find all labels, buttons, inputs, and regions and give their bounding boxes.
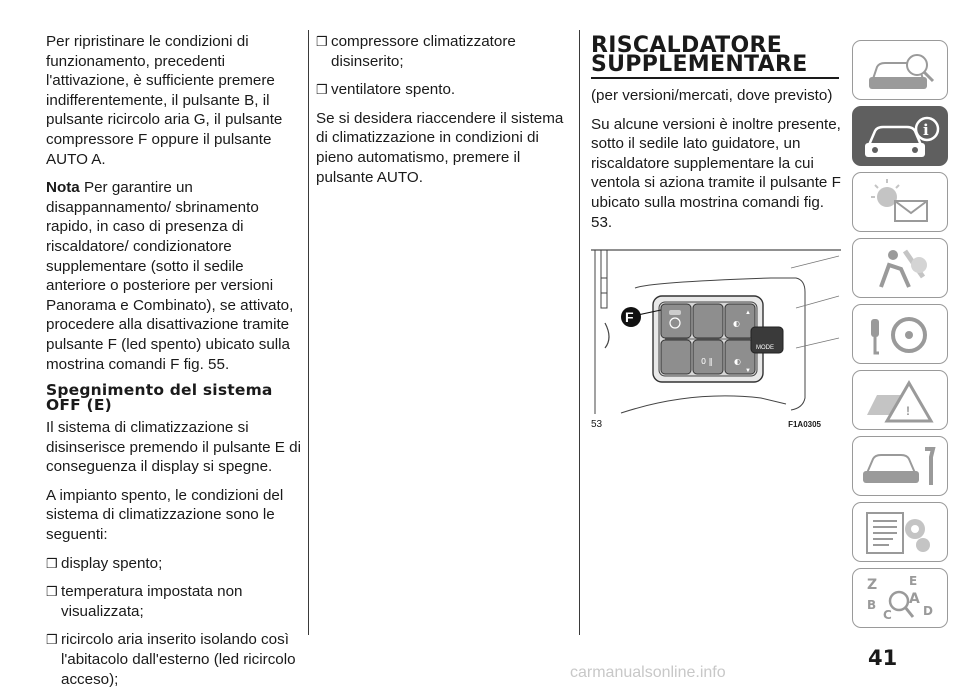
warning-lights-icon — [853, 173, 949, 233]
emergency-triangle-icon — [853, 371, 949, 431]
tab-safety[interactable] — [852, 238, 948, 298]
car-service-icon — [853, 437, 949, 497]
tab-index[interactable] — [852, 568, 948, 628]
column-divider — [308, 30, 309, 635]
note-label: Nota — [46, 179, 80, 197]
figure-53 — [591, 248, 841, 431]
svg-text:▼: ▼ — [745, 368, 751, 375]
tab-maintenance[interactable] — [852, 436, 948, 496]
checkbox-bullet-icon: ❒ — [46, 584, 58, 600]
steering-key-icon — [853, 305, 949, 365]
svg-text:▲: ▲ — [745, 310, 751, 317]
tab-car-diagnostic[interactable] — [852, 40, 948, 100]
svg-text:B: B — [867, 598, 877, 612]
subtitle: (per versioni/mercati, dove previsto) — [591, 87, 833, 104]
list-item: ❒ display spento; — [46, 554, 163, 572]
checkbox-bullet-icon: ❒ — [316, 82, 328, 98]
paragraph: A impianto spento, le condizioni del sistema di climatizzazione sono le seguenti: — [46, 486, 284, 544]
page-number: 41 — [868, 646, 898, 670]
control-panel-illustration — [591, 248, 841, 424]
alphabet-index-icon — [853, 569, 949, 629]
list-item: ❒ ventilatore spento. — [316, 81, 456, 99]
tab-technical-data[interactable] — [852, 502, 948, 562]
figure-callout-f: F — [625, 309, 634, 326]
list-item: ❒ compressore climatizzatore disinserito; — [316, 33, 516, 70]
car-diagnostic-icon — [853, 41, 949, 101]
svg-text:A: A — [909, 591, 920, 607]
paragraph: Su alcune versioni è inoltre presente, sotto il sedile lato guidatore, un riscaldatore supplementare la cui ventola si aziona tramite il pulsante F ubicato sulla mostrina comandi fig. 53. — [591, 115, 841, 231]
checkbox-bullet-icon: ❒ — [46, 632, 58, 648]
svg-text:i: i — [923, 121, 929, 139]
checkbox-bullet-icon: ❒ — [46, 555, 58, 571]
column-divider — [579, 30, 580, 635]
safety-airbag-icon — [853, 239, 949, 299]
figure-number: 53 — [591, 419, 603, 431]
car-info-icon — [853, 107, 949, 167]
list-item: ❒ temperatura impostata non visualizzata; — [46, 583, 243, 620]
column-1 — [46, 32, 304, 698]
column-3 — [591, 33, 841, 431]
note-text: Per garantire un disappannamento/ sbrinamento rapido, in caso di presenza di riscaldatore/ condizionatore supplementare (sotto il sedile anteriore o posteriore per versioni Panorama e Combinato), se attivato, procedere alla disattivazione tramite pulsante F (led spento) ubicato sulla mostrina comandi F fig. 55. — [46, 179, 294, 373]
watermark: carmanualsonline.info — [570, 664, 726, 681]
svg-text:Z: Z — [867, 577, 878, 593]
tab-emergency[interactable] — [852, 370, 948, 430]
paragraph: Il sistema di climatizzazione si disinserisce premendo il pulsante E di conseguenza il display si spegne. — [46, 419, 301, 476]
svg-text:0 ‖: 0 ‖ — [701, 357, 713, 367]
page-title: RISCALDATORE SUPPLEMENTARE — [591, 33, 808, 77]
tab-car-info[interactable] — [852, 106, 948, 166]
tab-starting-driving[interactable] — [852, 304, 948, 364]
tab-warning-lights[interactable] — [852, 172, 948, 232]
svg-text:!: ! — [906, 404, 910, 418]
section-heading: Spegnimento del sistema OFF (E) — [46, 381, 273, 415]
column-2 — [316, 32, 574, 196]
paragraph: Per ripristinare le condizioni di funzionamento, precedenti l'attivazione, è sufficiente premere indifferentemente, il pulsante B, il pulsante ricircolo aria G, il pulsante compressore F oppure il pulsante AUTO A. — [46, 33, 283, 168]
svg-text:◐: ◐ — [734, 357, 741, 367]
title-underline — [591, 77, 839, 79]
svg-text:C: C — [883, 608, 892, 622]
checkbox-bullet-icon: ❒ — [316, 34, 328, 49]
figure-code: F1A0305 — [788, 420, 821, 430]
note-paragraph — [46, 178, 304, 374]
technical-data-icon — [853, 503, 949, 563]
svg-text:◐: ◐ — [733, 319, 740, 329]
paragraph: Se si desidera riaccendere il sistema di climatizzazione in condizioni di pieno automatismo, premere il pulsante AUTO. — [316, 109, 564, 186]
svg-text:E: E — [909, 574, 918, 588]
svg-text:D: D — [923, 604, 933, 618]
chapter-tabs — [852, 40, 950, 634]
mode-button-label: MODE — [756, 345, 774, 352]
list-item: ❒ ricircolo aria inserito isolando così l'abitacolo dall'esterno (led ricircolo acceso); — [46, 631, 296, 688]
